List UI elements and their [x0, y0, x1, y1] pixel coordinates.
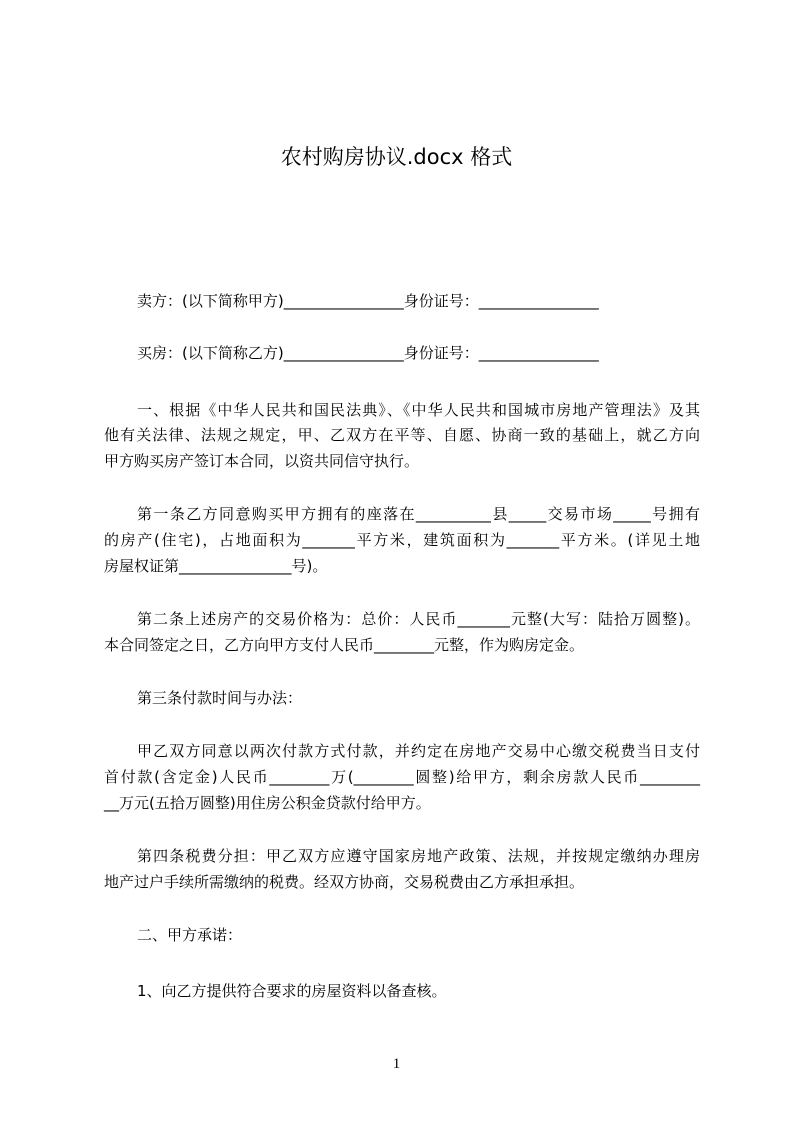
section-2-heading: 二、甲方承诺：	[137, 926, 243, 944]
buyer-line: 买房：(以下简称乙方)________________身份证号：________________	[137, 344, 599, 362]
article-3-line: 首付款(含定金)人民币________万(________圆整)给甲方，剩余房款人民币________	[104, 768, 700, 786]
article-4-line: 第四条税费分担：甲乙双方应遵守国家房地产政策、法规，并按规定缴纳办理房	[137, 847, 700, 865]
paragraph-line: 一、根据《中华人民共和国民法典》、《中华人民共和国城市房地产管理法》及其	[137, 401, 700, 419]
article-4-line: 地产过户手续所需缴纳的税费。经双方协商，交易税费由乙方承担承担。	[104, 873, 585, 891]
article-3-heading: 第三条付款时间与办法：	[137, 689, 303, 707]
article-1-line: 的房产(住宅)，占地面积为_______平方米，建筑面积为_______平方米。(详见土地	[104, 531, 700, 549]
article-2-line: 本合同签定之日，乙方向甲方支付人民币________元整，作为购房定金。	[104, 636, 585, 654]
paragraph-line: 甲方购买房产签订本合同，以资共同信守执行。	[104, 452, 420, 470]
page-number: 1	[392, 1056, 401, 1072]
article-3-line: __万元(五拾万圆整)用住房公积金贷款付给甲方。	[104, 794, 431, 812]
commitment-item: 1、向乙方提供符合要求的房屋资料以备查核。	[137, 982, 447, 1000]
document-title: 农村购房协议.docx 格式	[280, 145, 513, 169]
article-2-line: 第二条上述房产的交易价格为：总价：人民币_______元整(大写：陆拾万圆整)。	[137, 610, 700, 628]
seller-line: 卖方：(以下简称甲方)________________身份证号：________________	[137, 292, 599, 310]
paragraph-line: 他有关法律、法规之规定，甲、乙双方在平等、自愿、协商一致的基础上，就乙方向	[104, 426, 700, 444]
article-1-line: 房屋权证第_______________号)。	[104, 557, 328, 575]
article-3-line: 甲乙双方同意以两次付款方式付款，并约定在房地产交易中心缴交税费当日支付	[137, 742, 700, 760]
article-1-line: 第一条乙方同意购买甲方拥有的座落在__________县_____交易市场_____号拥有	[137, 505, 700, 523]
